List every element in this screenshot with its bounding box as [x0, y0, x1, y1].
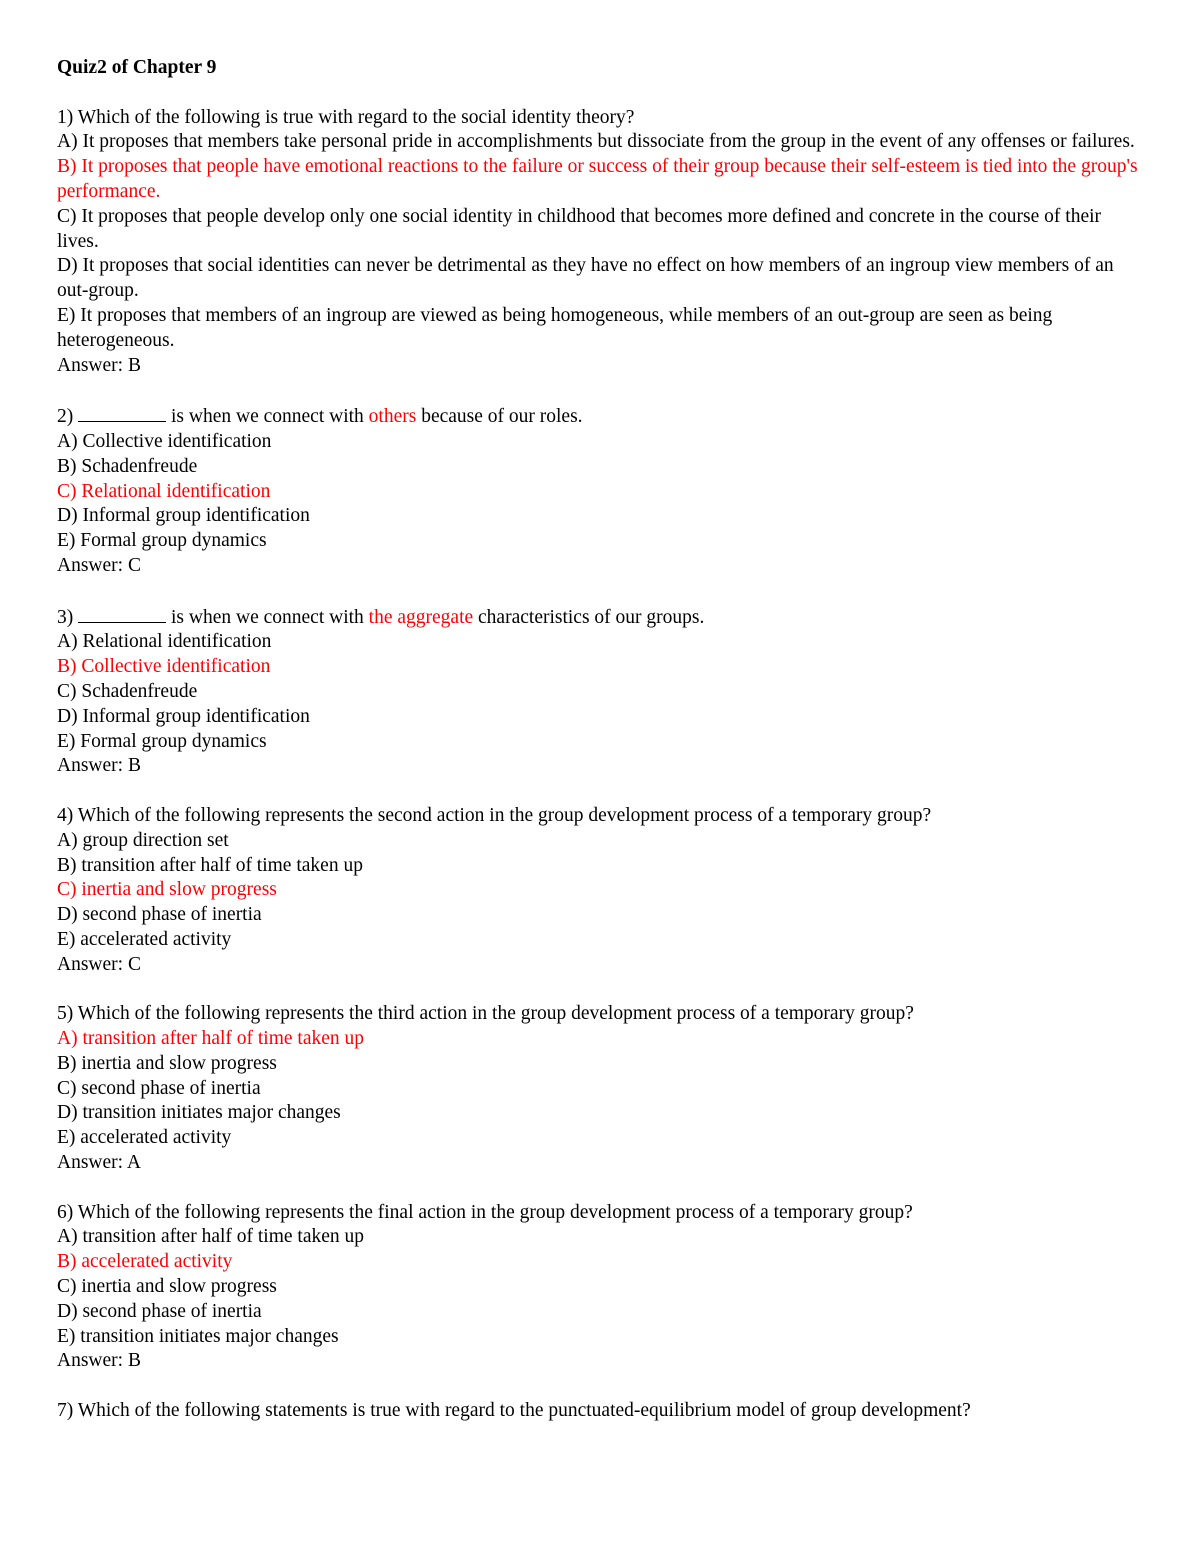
- option-d: D) Informal group identification: [57, 505, 310, 527]
- question-number: 2): [57, 406, 74, 428]
- option-e: E) Formal group dynamics: [57, 530, 267, 552]
- option-a: A) Relational identification: [57, 631, 272, 653]
- option-e: E) It proposes that members of an ingroup are viewed as being homogeneous, while members of an out-group are seen as being heterogeneous.: [57, 304, 1053, 351]
- option-d: D) It proposes that social identities can never be detrimental as they have no effect on how members of an ingroup view members of an out-group.: [57, 255, 1114, 302]
- stem-text: is when we connect with: [166, 606, 369, 628]
- option-a: A) transition after half of time taken up: [57, 1226, 365, 1248]
- question-5: [57, 1002, 1147, 1176]
- answer-line: Answer: B: [57, 354, 141, 376]
- option-a: A) group direction set: [57, 829, 229, 851]
- option-b: B) Schadenfreude: [57, 455, 198, 477]
- option-c: C) Schadenfreude: [57, 680, 198, 702]
- option-b-correct: B) accelerated activity: [57, 1251, 233, 1273]
- page-title: Quiz2 of Chapter 9: [57, 57, 217, 78]
- option-d: D) second phase of inertia: [57, 904, 262, 926]
- question-6: [57, 1201, 1147, 1375]
- option-c: C) second phase of inertia: [57, 1077, 261, 1099]
- option-d: D) Informal group identification: [57, 705, 310, 727]
- answer-line: Answer: B: [57, 755, 141, 777]
- stem-text-end: because of our roles.: [416, 406, 583, 428]
- question-7: [57, 1399, 1147, 1424]
- option-e: E) accelerated activity: [57, 928, 232, 950]
- option-b-correct: B) Collective identification: [57, 656, 271, 678]
- question-3: [57, 604, 1147, 780]
- option-e: E) accelerated activity: [57, 1127, 232, 1149]
- option-c-correct: C) inertia and slow progress: [57, 879, 277, 901]
- question-stem: 7) Which of the following statements is true with regard to the punctuated-equilibrium model of group development?: [57, 1400, 971, 1422]
- question-1: [57, 106, 1147, 379]
- option-c: C) It proposes that people develop only one social identity in childhood that becomes more defined and concrete in the course of their lives.: [57, 205, 1102, 252]
- answer-line: Answer: C: [57, 953, 141, 975]
- option-a: A) Collective identification: [57, 430, 272, 452]
- stem-highlight: the aggregate: [368, 606, 474, 628]
- answer-line: Answer: B: [57, 1350, 141, 1372]
- question-number: 3): [57, 606, 74, 628]
- option-b-correct: B) It proposes that people have emotional reactions to the failure or success of their group because their self-esteem is tied into the group's performance.: [57, 156, 1138, 202]
- question-stem: 1) Which of the following is true with regard to the social identity theory?: [57, 106, 635, 128]
- option-e: E) Formal group dynamics: [57, 730, 267, 752]
- answer-line: Answer: A: [57, 1152, 141, 1174]
- option-b: B) transition after half of time taken up: [57, 854, 363, 876]
- question-stem: 6) Which of the following represents the final action in the group development process of a temporary group?: [57, 1201, 913, 1223]
- document-content: [57, 56, 1147, 1449]
- answer-line: Answer: C: [57, 554, 141, 576]
- question-stem: [57, 403, 1147, 430]
- option-c-correct: C) Relational identification: [57, 480, 271, 502]
- fill-in-blank: [78, 604, 166, 623]
- option-c: C) inertia and slow progress: [57, 1276, 277, 1298]
- option-d: D) transition initiates major changes: [57, 1102, 341, 1124]
- option-d: D) second phase of inertia: [57, 1300, 262, 1322]
- stem-text-end: characteristics of our groups.: [473, 606, 705, 628]
- fill-in-blank: [78, 403, 166, 422]
- option-e: E) transition initiates major changes: [57, 1325, 339, 1347]
- stem-highlight: others: [368, 406, 417, 428]
- question-stem: [57, 604, 1147, 631]
- question-stem: 4) Which of the following represents the second action in the group development process of a temporary group?: [57, 804, 932, 826]
- option-b: B) inertia and slow progress: [57, 1052, 277, 1074]
- option-a-correct: A) transition after half of time taken up: [57, 1028, 365, 1050]
- stem-text: is when we connect with: [166, 406, 369, 428]
- question-2: [57, 403, 1147, 579]
- option-a: A) It proposes that members take personal pride in accomplishments but dissociate from the group in the event of any offenses or failures.: [57, 131, 1135, 153]
- question-stem: 5) Which of the following represents the third action in the group development process of a temporary group?: [57, 1003, 914, 1025]
- question-4: [57, 804, 1147, 978]
